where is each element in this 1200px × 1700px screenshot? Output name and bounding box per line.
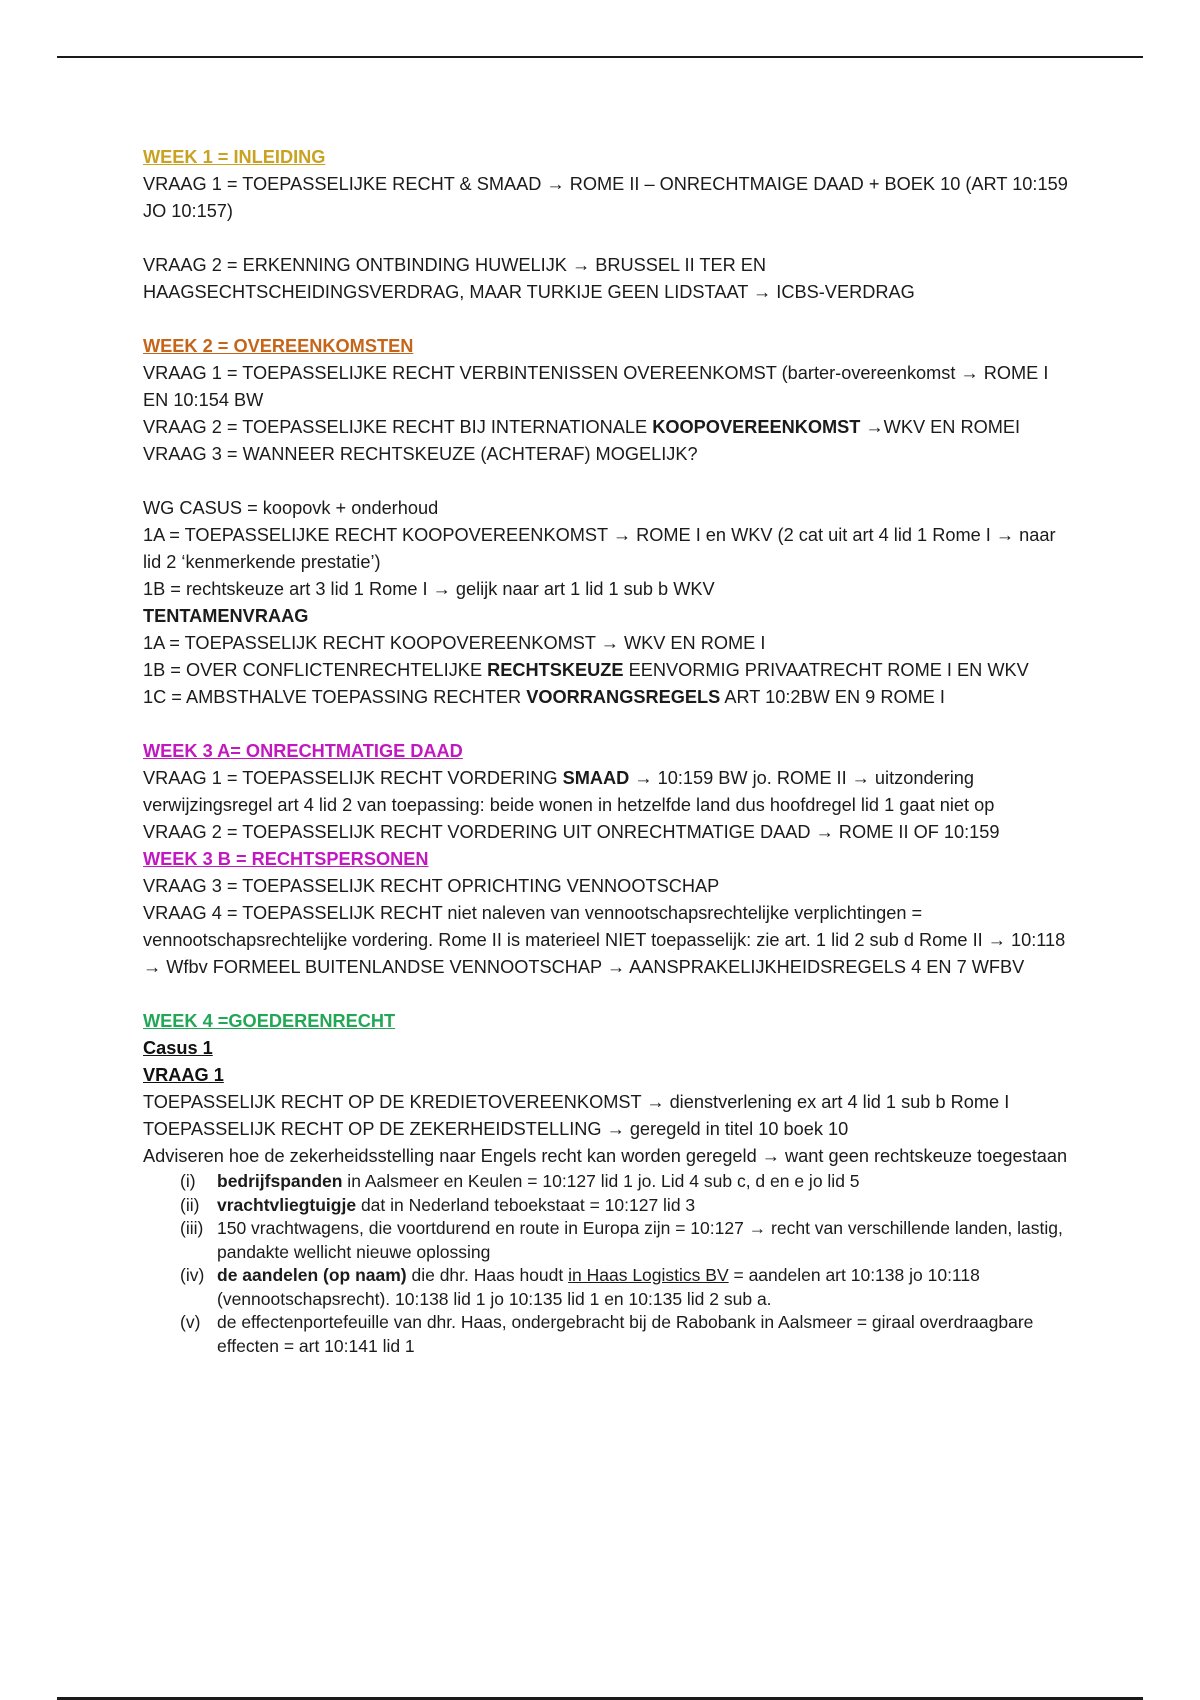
wg-answer-1a: 1A = TOEPASSELIJKE RECHT KOOPOVEREENKOMST → ROME I en WKV (2 cat uit art 4 lid 1 Rome I → naar lid 2 ‘kenmerkende prestatie’) — [143, 525, 1056, 572]
week4-heading: WEEK 4 =GOEDERENRECHT — [143, 1011, 396, 1031]
document-body — [143, 144, 1073, 1358]
text-run: die dhr. Haas houdt — [406, 1265, 569, 1285]
underlined-run: in Haas Logistics BV — [568, 1265, 729, 1285]
list-number: (iv) — [180, 1265, 205, 1285]
list-item — [143, 1194, 1073, 1218]
list-item — [143, 1311, 1073, 1358]
week3a-heading: WEEK 3 A= ONRECHTMATIGE DAAD — [143, 741, 463, 761]
bold-run: vrachtvliegtuigje — [217, 1194, 357, 1215]
week1-question-1: VRAAG 1 = TOEPASSELIJKE RECHT & SMAAD → ROME II – ONRECHTMAIGE DAAD + BOEK 10 (ART 10:159 JO 10:157) — [143, 174, 1068, 221]
list-item — [143, 1217, 1073, 1264]
text-run: →WKV EN ROMEI — [860, 417, 1021, 437]
text-run: VRAAG 1 = TOEPASSELIJK RECHT VORDERING — [143, 768, 563, 788]
text-run: = aandelen art 10:138 jo 10:118 (vennootschapsrecht). 10:138 lid 1 jo 10:135 lid 1 en 10:135 lid 2 sub a. — [217, 1265, 980, 1309]
bold-run: RECHTSKEUZE — [487, 660, 624, 680]
bold-run: bedrijfspanden — [217, 1171, 343, 1191]
bold-run: VOORRANGSREGELS — [526, 687, 721, 707]
list-number: (v) — [180, 1312, 201, 1332]
list-number: (ii) — [180, 1194, 200, 1215]
exam-answer-1b — [143, 657, 1073, 684]
list-number: (iii) — [180, 1218, 204, 1238]
exam-answer-1a: 1A = TOEPASSELIJK RECHT KOOPOVEREENKOMST → WKV EN ROME I — [143, 633, 766, 653]
week3a-question-1 — [143, 765, 1073, 819]
text-run: ART 10:2BW EN 9 ROME I — [720, 687, 945, 707]
bold-run: KOOPOVEREENKOMST — [652, 417, 861, 437]
casus-heading: Casus 1 — [143, 1038, 213, 1058]
bold-run: de aandelen (op naam) — [217, 1265, 407, 1285]
text-run: 150 vrachtwagens, die voortdurend en route in Europa zijn = 10:127 → recht van verschillende landen, lastig, pandakte wellicht nieuwe oplossing — [217, 1218, 1063, 1262]
week4-line-3: Adviseren hoe de zekerheidsstelling naar Engels recht kan worden geregeld → want geen rechtskeuze toegestaan — [143, 1146, 1068, 1166]
text-run: → 10:159 BW jo. ROME II → uitzondering verwijzingsregel art 4 lid 2 van toepassing: beide wonen in hetzelfde land dus hoofdregel lid 1 gaat niet op — [143, 768, 995, 815]
week4-line-1: TOEPASSELIJK RECHT OP DE KREDIETOVEREENKOMST → dienstverlening ex art 4 lid 1 sub b Rome I — [143, 1092, 1010, 1112]
text-run: 1B = OVER CONFLICTENRECHTELIJKE — [143, 660, 488, 680]
week3b-question-3: VRAAG 3 = TOEPASSELIJK RECHT OPRICHTING VENNOOTSCHAP — [143, 876, 720, 896]
week2-question-1: VRAAG 1 = TOEPASSELIJKE RECHT VERBINTENISSEN OVEREENKOMST (barter-overeenkomst → ROME I EN 10:154 BW — [143, 363, 1049, 410]
list-item — [143, 1170, 1073, 1194]
week2-question-2 — [143, 414, 1073, 441]
exam-answer-1c — [143, 684, 1073, 711]
top-rule — [57, 56, 1143, 58]
week3b-heading: WEEK 3 B = RECHTSPERSONEN — [143, 849, 429, 869]
text-run: VRAAG 2 = TOEPASSELIJKE RECHT BIJ INTERNATIONALE — [143, 417, 653, 437]
exam-heading: TENTAMENVRAAG — [143, 606, 309, 626]
week1-question-2: VRAAG 2 = ERKENNING ONTBINDING HUWELIJK → BRUSSEL II TER EN HAAGSECHTSCHEIDINGSVERDRAG, MAAR TURKIJE GEEN LIDSTAAT → ICBS-VERDRAG — [143, 255, 915, 302]
text-run: de effectenportefeuille van dhr. Haas, ondergebracht bij de Rabobank in Aalsmeer = giraal overdraagbare effecten = art 10:141 lid 1 — [217, 1312, 1034, 1356]
week2-question-3: VRAAG 3 = WANNEER RECHTSKEUZE (ACHTERAF) MOGELIJK? — [143, 444, 698, 464]
text-run: EENVORMIG PRIVAATRECHT ROME I EN WKV — [623, 660, 1029, 680]
wg-casus: WG CASUS = koopovk + onderhoud — [143, 498, 439, 518]
list-number: (i) — [180, 1171, 196, 1191]
week3b-question-4: VRAAG 4 = TOEPASSELIJK RECHT niet naleven van vennootschapsrechtelijke verplichtingen = vennootschapsrechtelijke vordering. Rome II is materieel NIET toepasselijk: zie art. 1 lid 2 sub d Rome II → 10:118 → Wfbv FORMEEL BUITENLANDSE VENNOOTSCHAP → AANSPRAKELIJKHEIDSREGELS 4 EN 7 WFBV — [143, 903, 1066, 977]
text-run: dat in Nederland teboekstaat = 10:127 lid 3 — [356, 1194, 696, 1215]
week1-heading: WEEK 1 = INLEIDING — [143, 147, 326, 167]
bold-run: SMAAD — [562, 768, 630, 788]
week4-line-2: TOEPASSELIJK RECHT OP DE ZEKERHEIDSTELLING → geregeld in titel 10 boek 10 — [143, 1119, 849, 1139]
list-item — [143, 1264, 1073, 1311]
vraag-heading: VRAAG 1 — [143, 1065, 224, 1085]
week2-heading: WEEK 2 = OVEREENKOMSTEN — [143, 336, 414, 356]
wg-answer-1b: 1B = rechtskeuze art 3 lid 1 Rome I → gelijk naar art 1 lid 1 sub b WKV — [143, 579, 715, 599]
text-run: 1C = AMBSTHALVE TOEPASSING RECHTER — [143, 687, 527, 707]
asset-list — [143, 1170, 1073, 1358]
text-run: in Aalsmeer en Keulen = 10:127 lid 1 jo. Lid 4 sub c, d en e jo lid 5 — [342, 1171, 860, 1191]
week3a-question-2: VRAAG 2 = TOEPASSELIJK RECHT VORDERING UIT ONRECHTMATIGE DAAD → ROME II OF 10:159 — [143, 822, 1000, 842]
